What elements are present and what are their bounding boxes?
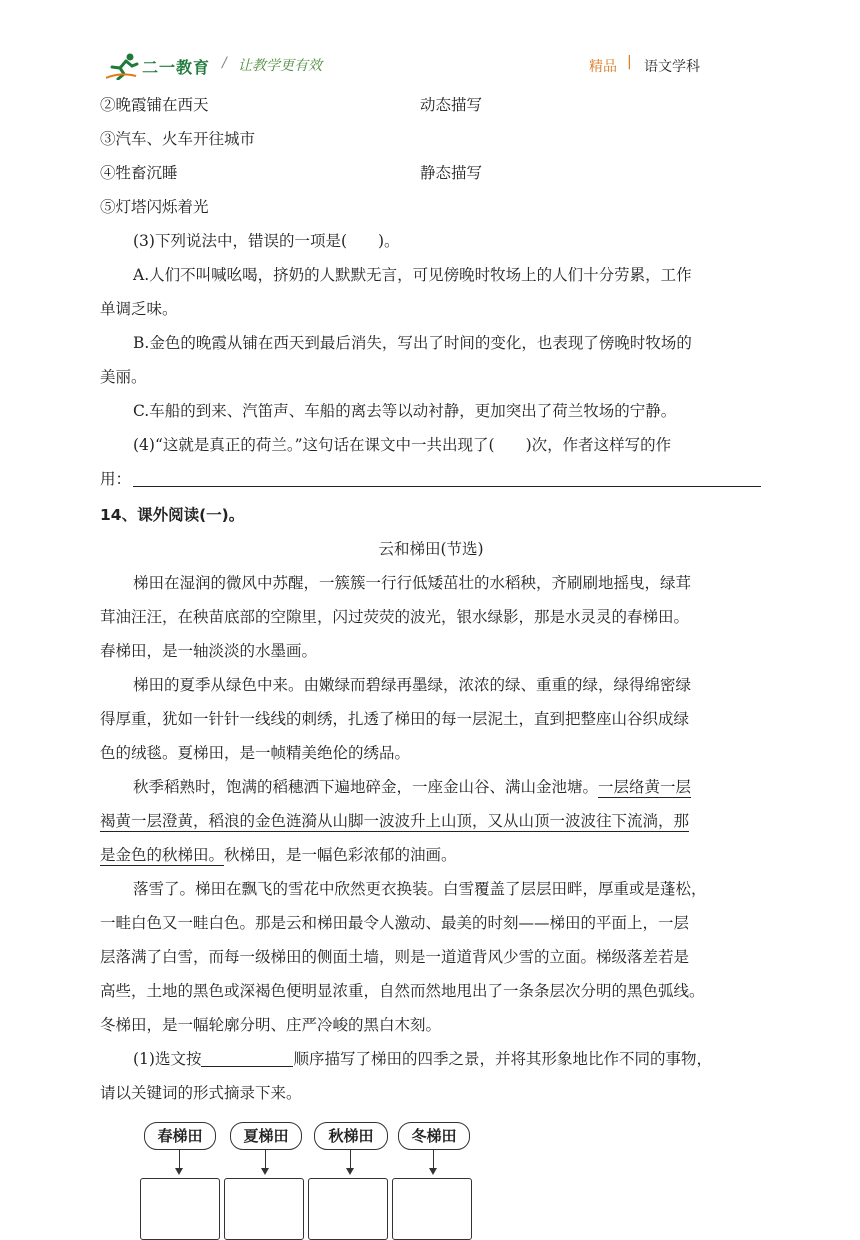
header-separator: |	[627, 54, 632, 70]
option-b-line2: 美丽。	[100, 368, 147, 386]
paragraph-line: 是金色的秋梯田。秋梯田，是一幅色彩浓郁的油画。	[100, 846, 457, 864]
season-label: 夏梯田	[230, 1122, 302, 1150]
answer-box[interactable]	[308, 1178, 388, 1240]
arrow-down-icon	[175, 1168, 183, 1175]
arrow-down-icon	[350, 1150, 351, 1170]
paragraph-line: 春梯田，是一轴淡淡的水墨画。	[100, 642, 318, 660]
brand-name: 二一教育	[142, 58, 211, 77]
answer-blank[interactable]	[201, 1048, 293, 1067]
underlined-text: 是金色的秋梯田。	[100, 846, 225, 864]
list-item: ⑤灯塔闪烁着光	[100, 198, 209, 216]
season-diagram	[140, 1118, 480, 1216]
paragraph-line: 梯田的夏季从绿色中来。由嫩绿而碧绿再墨绿，浓浓的绿、重重的绿，绿得绵密绿	[133, 676, 692, 694]
list-item: ③汽车、火车开往城市	[100, 130, 256, 148]
arrow-down-icon	[429, 1168, 437, 1175]
header-slash: /	[222, 55, 227, 71]
question-4-line1: (4)“这就是真正的荷兰。”这句话在课文中一共出现了( )次，作者这样写的作	[133, 436, 672, 454]
question-1-line2: 请以关键词的形式摘录下来。	[100, 1084, 302, 1102]
answer-box[interactable]	[392, 1178, 472, 1240]
underlined-text: 一层络黄一层	[598, 778, 692, 796]
answer-box[interactable]	[224, 1178, 304, 1240]
subject-label: 语文学科	[644, 59, 700, 75]
season-label: 冬梯田	[398, 1122, 470, 1150]
season-label: 秋梯田	[314, 1122, 388, 1150]
brand-slogan: 让教学更有效	[238, 58, 322, 74]
option-b-line1: B.金色的晚霞从铺在西天到最后消失，写出了时间的变化，也表现了傍晚时牧场的	[133, 334, 692, 352]
paragraph-line: 得厚重，犹如一针针一线线的刺绣，扎透了梯田的每一层泥土，直到把整座山谷织成绿	[100, 710, 690, 728]
paragraph-line: 茸油汪汪，在秧苗底部的空隙里，闪过荧荧的波光，银水绿影，那是水灵灵的春梯田。	[100, 608, 690, 626]
option-c: C.车船的到来、汽笛声、车船的离去等以动衬静，更加突出了荷兰牧场的宁静。	[133, 402, 677, 420]
question-14-heading: 14、课外阅读(一)。	[100, 506, 245, 524]
paragraph-line: 高些，土地的黑色或深褐色便明显浓重，自然而然地甩出了一条条层次分明的黑色弧线。	[100, 982, 705, 1000]
arrow-down-icon	[179, 1150, 180, 1170]
paragraph-line: 色的绒毯。夏梯田，是一帧精美绝伦的绣品。	[100, 744, 411, 762]
answer-blank-line[interactable]	[133, 486, 761, 487]
paragraph-line: 梯田在湿润的微风中苏醒，一簇簇一行行低矮茁壮的水稻秧，齐刷刷地摇曳，绿茸	[133, 574, 692, 592]
paragraph-line: 层落满了白雪，而每一级梯田的侧面土墙，则是一道道背风少雪的立面。梯级落差若是	[100, 948, 690, 966]
paragraph-line: 落雪了。梯田在飘飞的雪花中欣然更衣换装。白雪覆盖了层层田畔，厚重或是蓬松，	[133, 880, 707, 898]
paragraph-line: 一畦白色又一畦白色。那是云和梯田最令人激动、最美的时刻——梯田的平面上，一层	[100, 914, 690, 932]
paragraph-line: 冬梯田，是一幅轮廓分明、庄严冷峻的黑白木刻。	[100, 1016, 442, 1034]
answer-box[interactable]	[140, 1178, 220, 1240]
question-1: (1)选文按 顺序描写了梯田的四季之景，并将其形象地比作不同的事物，	[133, 1050, 712, 1068]
question-3: (3)下列说法中，错误的一项是( )。	[133, 232, 400, 250]
arrow-down-icon	[261, 1168, 269, 1175]
question-4-line2: 用：	[100, 462, 762, 496]
paragraph-line: 秋季稻熟时，饱满的稻穗洒下遍地碎金，一座金山谷、满山金池塘。一层络黄一层	[133, 778, 692, 796]
arrow-down-icon	[265, 1150, 266, 1170]
underlined-text: 褐黄一层澄黄，稻浪的金色涟漪从山脚一波波升上山顶，又从山顶一波波往下流淌，那	[100, 812, 690, 830]
season-label: 春梯田	[144, 1122, 216, 1150]
option-a-line2: 单调乏味。	[100, 300, 178, 318]
runner-logo-icon	[106, 52, 140, 80]
arrow-down-icon	[346, 1168, 354, 1175]
passage-title: 云和梯田(节选)	[378, 540, 484, 558]
option-a-line1: A.人们不叫喊吆喝，挤奶的人默默无言，可见傍晚时牧场上的人们十分劳累，工作	[133, 266, 692, 284]
arrow-down-icon	[433, 1150, 434, 1170]
list-item: ④牲畜沉睡 静态描写	[100, 164, 483, 182]
list-item: ②晚霞铺在西天 动态描写	[100, 96, 483, 114]
quality-badge: 精品	[589, 59, 617, 75]
page-header	[0, 46, 860, 86]
